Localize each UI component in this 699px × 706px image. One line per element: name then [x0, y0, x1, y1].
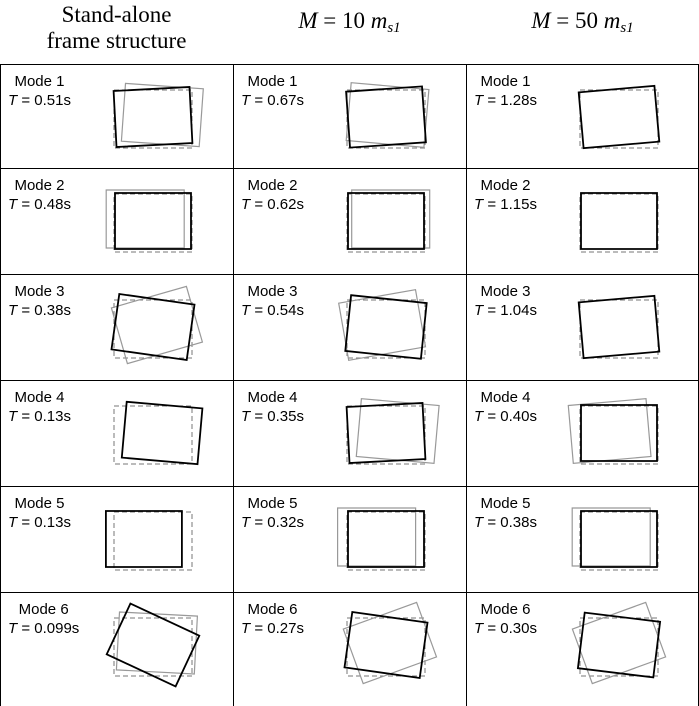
period-value: = 0.27s [250, 620, 304, 637]
column-header-standalone-line1: Stand-alone [61, 2, 172, 27]
mode-period [8, 91, 71, 110]
period-value: = 0.40s [483, 408, 537, 425]
mode-label [474, 72, 537, 110]
mode-period [474, 195, 537, 214]
undeformed-frame [580, 90, 658, 148]
period-value: = 0.67s [250, 92, 304, 109]
mode-label [8, 176, 71, 214]
mode-label [474, 388, 537, 426]
period-value: = 0.48s [17, 196, 71, 213]
mode-shape-diagram [88, 383, 218, 483]
undeformed-frame [580, 406, 658, 464]
mode-cell [0, 168, 233, 274]
period-symbol: T [474, 196, 484, 213]
period-symbol: T [474, 514, 484, 531]
mode-cell [466, 486, 699, 592]
period-value: = 0.32s [250, 514, 304, 531]
period-value: = 0.35s [250, 408, 304, 425]
mode-shape-diagram [88, 489, 218, 589]
mode-number: Mode 6 [247, 601, 298, 618]
mode-period [241, 91, 304, 110]
mode-number: Mode 2 [247, 177, 298, 194]
primary-deformed-frame [115, 193, 191, 249]
period-symbol: T [8, 620, 18, 637]
mode-period [241, 195, 304, 214]
undeformed-frame [580, 512, 658, 570]
mode-shape-diagram [88, 171, 218, 271]
column-header-m50-sub: s1 [620, 20, 634, 36]
mode-period [474, 619, 537, 638]
mode-shape-diagram [554, 489, 684, 589]
mode-period [241, 407, 304, 426]
primary-deformed-frame [348, 193, 424, 249]
mode-number: Mode 3 [247, 283, 298, 300]
mode-period [474, 91, 537, 110]
undeformed-frame [347, 90, 425, 148]
period-symbol: T [8, 196, 18, 213]
mode-number: Mode 1 [480, 73, 531, 90]
mode-period [241, 301, 304, 320]
mode-shape-diagram [554, 67, 684, 167]
mode-number: Mode 4 [480, 389, 531, 406]
period-value: = 1.28s [483, 92, 537, 109]
mode-label [241, 176, 304, 214]
secondary-deformed-frame [106, 190, 184, 248]
secondary-deformed-frame [356, 399, 439, 464]
mode-number: Mode 6 [18, 601, 69, 618]
primary-deformed-frame [579, 296, 660, 358]
mode-number: Mode 2 [480, 177, 531, 194]
period-value: = 0.51s [17, 92, 71, 109]
period-symbol: T [241, 514, 251, 531]
secondary-deformed-frame [346, 83, 429, 148]
mode-cell [466, 592, 699, 706]
mode-cell [0, 274, 233, 380]
mode-period [8, 619, 79, 638]
mode-shape-diagram [88, 67, 218, 167]
mode-shape-diagram [321, 489, 451, 589]
period-symbol: T [474, 302, 484, 319]
mode-label [8, 494, 71, 532]
mode-shape-diagram [88, 277, 218, 377]
mode-label [241, 494, 304, 532]
mode-number: Mode 3 [14, 283, 65, 300]
primary-deformed-frame [581, 511, 657, 567]
mode-number: Mode 6 [480, 601, 531, 618]
mode-number: Mode 3 [480, 283, 531, 300]
undeformed-frame [114, 90, 192, 148]
mode-cell [233, 64, 466, 168]
primary-deformed-frame [581, 405, 657, 461]
period-value: = 0.13s [17, 408, 71, 425]
period-value: = 0.54s [250, 302, 304, 319]
column-header-m50-symbol: M [531, 8, 551, 33]
mode-period [474, 513, 537, 532]
mode-period [8, 195, 71, 214]
mode-label [474, 176, 537, 214]
primary-deformed-frame [581, 193, 657, 249]
mode-period [8, 513, 71, 532]
primary-deformed-frame [348, 511, 424, 567]
mode-number: Mode 5 [247, 495, 298, 512]
mode-cell [233, 274, 466, 380]
mode-period [474, 301, 537, 320]
mode-cell [466, 380, 699, 486]
mode-label [8, 600, 79, 638]
mode-shape-diagram [554, 383, 684, 483]
mode-number: Mode 5 [480, 495, 531, 512]
mode-number: Mode 5 [14, 495, 65, 512]
mode-cell [233, 168, 466, 274]
undeformed-frame [347, 618, 425, 676]
mode-cell [466, 168, 699, 274]
period-value: = 1.15s [483, 196, 537, 213]
period-value: = 0.38s [17, 302, 71, 319]
mode-cell [233, 486, 466, 592]
mode-label [8, 388, 71, 426]
mode-cell [0, 64, 233, 168]
mode-label [8, 282, 71, 320]
mode-cell [233, 380, 466, 486]
column-header-m10-sub: s1 [387, 20, 401, 36]
undeformed-frame [114, 300, 192, 358]
column-header-standalone-line2: frame structure [46, 28, 187, 53]
mode-number: Mode 4 [14, 389, 65, 406]
mode-cell [0, 592, 233, 706]
undeformed-frame [114, 512, 192, 570]
period-symbol: T [241, 408, 251, 425]
primary-deformed-frame [579, 86, 660, 148]
mode-shape-diagram [321, 595, 451, 695]
undeformed-frame [580, 300, 658, 358]
mode-label [241, 600, 304, 638]
mode-period [241, 619, 304, 638]
mode-number: Mode 2 [14, 177, 65, 194]
mode-shape-diagram [321, 383, 451, 483]
undeformed-frame [347, 512, 425, 570]
mode-cell [466, 274, 699, 380]
period-symbol: T [241, 92, 251, 109]
secondary-deformed-frame [352, 190, 430, 248]
mode-shape-diagram [321, 171, 451, 271]
primary-deformed-frame [346, 86, 426, 147]
column-header-m10-eq: = 10 [317, 8, 371, 33]
mode-shape-diagram [554, 171, 684, 271]
period-symbol: T [8, 92, 18, 109]
period-symbol: T [474, 620, 484, 637]
period-value: = 0.38s [483, 514, 537, 531]
period-value: = 0.62s [250, 196, 304, 213]
column-header-m10-symbol: M [298, 8, 318, 33]
mode-shape-diagram [554, 277, 684, 377]
mode-number: Mode 1 [247, 73, 298, 90]
secondary-deformed-frame [338, 508, 416, 566]
primary-deformed-frame [106, 511, 182, 567]
mode-shape-diagram [554, 595, 684, 695]
mode-label [474, 494, 537, 532]
period-symbol: T [241, 302, 251, 319]
mode-label [241, 72, 304, 110]
period-value: = 0.13s [17, 514, 71, 531]
undeformed-frame [580, 194, 658, 252]
column-header-m10-mass: m [370, 8, 388, 33]
mode-label [241, 388, 304, 426]
mode-number: Mode 4 [247, 389, 298, 406]
mode-period [8, 301, 71, 320]
mode-cell [233, 592, 466, 706]
mode-shape-diagram [321, 67, 451, 167]
primary-deformed-frame [114, 87, 193, 147]
mode-cell [466, 64, 699, 168]
period-symbol: T [474, 408, 484, 425]
period-symbol: T [241, 620, 251, 637]
mode-label [8, 72, 71, 110]
mode-label [474, 282, 537, 320]
period-value: = 0.099s [17, 620, 80, 637]
mode-shape-diagram [88, 595, 218, 695]
secondary-deformed-frame [343, 602, 436, 683]
mode-label [474, 600, 537, 638]
period-symbol: T [8, 408, 18, 425]
undeformed-frame [114, 194, 192, 252]
mode-period [8, 407, 71, 426]
secondary-deformed-frame [572, 602, 665, 683]
period-symbol: T [241, 196, 251, 213]
secondary-deformed-frame [572, 508, 650, 566]
mode-period [474, 407, 537, 426]
period-value: = 1.04s [483, 302, 537, 319]
mode-number: Mode 1 [14, 73, 65, 90]
mode-cell [0, 380, 233, 486]
undeformed-frame [580, 618, 658, 676]
period-symbol: T [474, 92, 484, 109]
column-header-m50-eq: = 50 [550, 8, 604, 33]
period-symbol: T [8, 514, 18, 531]
undeformed-frame [347, 194, 425, 252]
primary-deformed-frame [122, 402, 203, 464]
period-value: = 0.30s [483, 620, 537, 637]
mode-cell [0, 486, 233, 592]
mode-period [241, 513, 304, 532]
mode-shape-diagram [321, 277, 451, 377]
column-header-m50-mass: m [603, 8, 621, 33]
mode-label [241, 282, 304, 320]
period-symbol: T [8, 302, 18, 319]
